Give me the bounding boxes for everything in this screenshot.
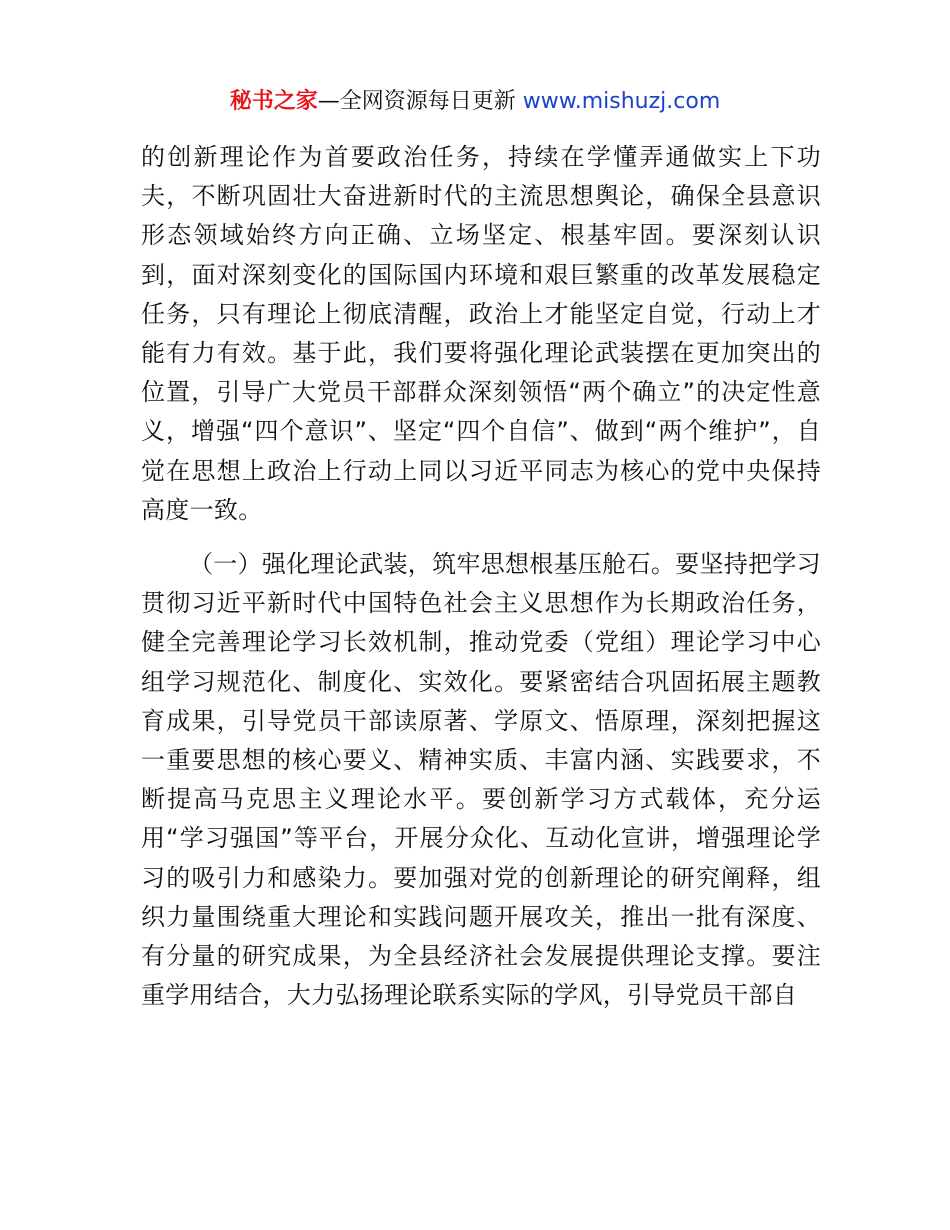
site-header	[0, 86, 950, 118]
site-url-link[interactable]: www.mishuzj.com	[522, 89, 721, 114]
site-tagline: —全网资源每日更新	[317, 89, 523, 114]
paragraph-section-one: （一）强化理论武装，筑牢思想根基压舱石。要坚持把学习贯彻习近平新时代中国特色社会主义思想作为长期政治任务，健全完善理论学习长效机制，推动党委（党组）理论学习中心组学习规范化、制度化、实效化。要紧密结合巩固拓展主题教育成果，引导党员干部读原著、学原文、悟原理，深刻把握这一重要思想的核心要义、精神实质、丰富内涵、实践要求，不断提高马克思主义理论水平。要创新学习方式载体，充分运用“学习强国”等平台，开展分众化、互动化宣讲，增强理论学习的吸引力和感染力。要加强对党的创新理论的研究阐释，组织力量围绕重大理论和实践问题开展攻关，推出一批有深度、有分量的研究成果，为全县经济社会发展提供理论支撑。要注重学用结合，大力弘扬理论联系实际的学风，引导党员干部自	[141, 550, 821, 1010]
document-body	[141, 138, 821, 1015]
paragraph-continuation: 的创新理论作为首要政治任务，持续在学懂弄通做实上下功夫，不断巩固壮大奋进新时代的主流思想舆论，确保全县意识形态领域始终方向正确、立场坚定、根基牢固。要深刻认识到，面对深刻变化的国际国内环境和艰巨繁重的改革发展稳定任务，只有理论上彻底清醒，政治上才能坚定自觉，行动上才能有力有效。基于此，我们要将强化理论武装摆在更加突出的位置，引导广大党员干部群众深刻领悟“两个确立”的决定性意义，增强“四个意识”、坚定“四个自信”、做到“两个维护”，自觉在思想上政治上行动上同以习近平同志为核心的党中央保持高度一致。	[141, 143, 821, 524]
site-brand: 秘书之家	[229, 89, 318, 114]
